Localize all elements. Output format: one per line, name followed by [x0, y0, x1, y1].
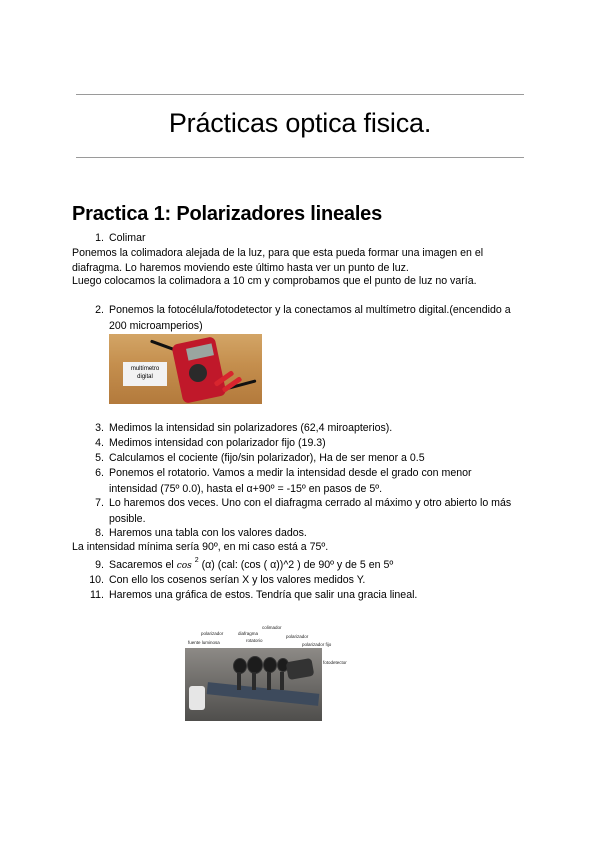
- list-number: 8.: [95, 527, 104, 539]
- paragraph-line: diafragma. Lo haremos moviendo este último hasta ver un punto de luz.: [72, 262, 409, 274]
- note-line: La intensidad mínima sería 90º, en mi caso está a 75º.: [72, 541, 329, 553]
- list-number: 5.: [95, 452, 104, 464]
- paragraph: Luego colocamos la colimadora a 10 cm y comprobamos que el punto de luz no varía.: [72, 275, 477, 287]
- multimeter-photo: [109, 334, 262, 404]
- formula-superscript: 2: [194, 557, 199, 564]
- optical-rail: [207, 682, 320, 706]
- multimeter-dial: [189, 364, 207, 382]
- photo-annotation: rotatorio: [246, 638, 263, 643]
- document-title: Prácticas optica fisica.: [168, 108, 432, 138]
- list-item: Medimos intensidad con polarizador fijo (19.3): [109, 437, 326, 449]
- light-source: [189, 686, 205, 710]
- top-rule: [76, 94, 524, 95]
- list-number: 1.: [95, 232, 104, 244]
- list-item: Colimar: [109, 232, 146, 244]
- photo-annotation: polarizador: [201, 631, 224, 636]
- detector-shape: [286, 658, 315, 680]
- list-item: Haremos una gráfica de estos. Tendría que salir una gracia lineal.: [109, 589, 418, 601]
- post-shape: [237, 672, 241, 690]
- list-number: 2.: [95, 304, 104, 316]
- list-number: 3.: [95, 422, 104, 434]
- list-number: 9.: [95, 559, 104, 571]
- photo-annotation: fotodetector: [323, 660, 347, 665]
- list-number: 11.: [90, 589, 104, 601]
- list-item: Lo haremos dos veces. Uno con el diafragma cerrado al máximo y otro abierto lo más posible.: [109, 497, 512, 525]
- section-heading: Practica 1: Polarizadores lineales: [72, 203, 383, 225]
- photo-annotation: polarizador fijo: [302, 642, 332, 647]
- photo-label: multímetro digital: [123, 362, 167, 386]
- list-item: Medimos la intensidad sin polarizadores (62,4 miroapterios).: [109, 422, 393, 434]
- photo-annotation: polarizador: [286, 634, 309, 639]
- list-number: 6.: [95, 467, 104, 479]
- list-item-text: (cal: (cos ( α))^2 ) de 90º y de 5 en 5º: [217, 559, 394, 571]
- list-item: Calculamos el cociente (fijo/sin polarizador), Ha de ser menor a 0.5: [109, 452, 425, 464]
- photo-annotation: fuente luminosa: [188, 640, 220, 645]
- list-item: Haremos una tabla con los valores dados.: [109, 527, 307, 539]
- optical-bench-photo: [185, 648, 322, 721]
- list-item: Ponemos la fotocélula/fotodetector y la conectamos al multímetro digital.(encendido a 200 microamperios): [109, 304, 511, 332]
- list-number: 4.: [95, 437, 104, 449]
- post-shape: [280, 672, 284, 690]
- list-item: Con ello los cosenos serían X y los valores medidos Y.: [109, 574, 366, 586]
- photo-annotation: colimador: [262, 625, 282, 630]
- list-number: 10.: [89, 574, 104, 586]
- title-bottom-rule: [76, 157, 524, 158]
- paragraph-line: Ponemos la colimadora alejada de la luz, para que esta pueda formar una imagen en el: [72, 247, 484, 259]
- post-shape: [267, 672, 271, 690]
- list-number: 7.: [95, 497, 104, 509]
- list-item: Ponemos el rotatorio. Vamos a medir la intensidad desde el grado con menor intensidad (75º 0.0), hasta el α+90º = -15º en pasos de 5º.: [109, 467, 472, 495]
- formula-argument: (α): [201, 559, 215, 571]
- lens-mount: [263, 657, 277, 673]
- cos-formula: cos: [176, 561, 192, 571]
- photo-annotation: diafragma: [238, 631, 259, 636]
- post-shape: [252, 672, 256, 690]
- list-item-text: Sacaremos el: [109, 559, 177, 571]
